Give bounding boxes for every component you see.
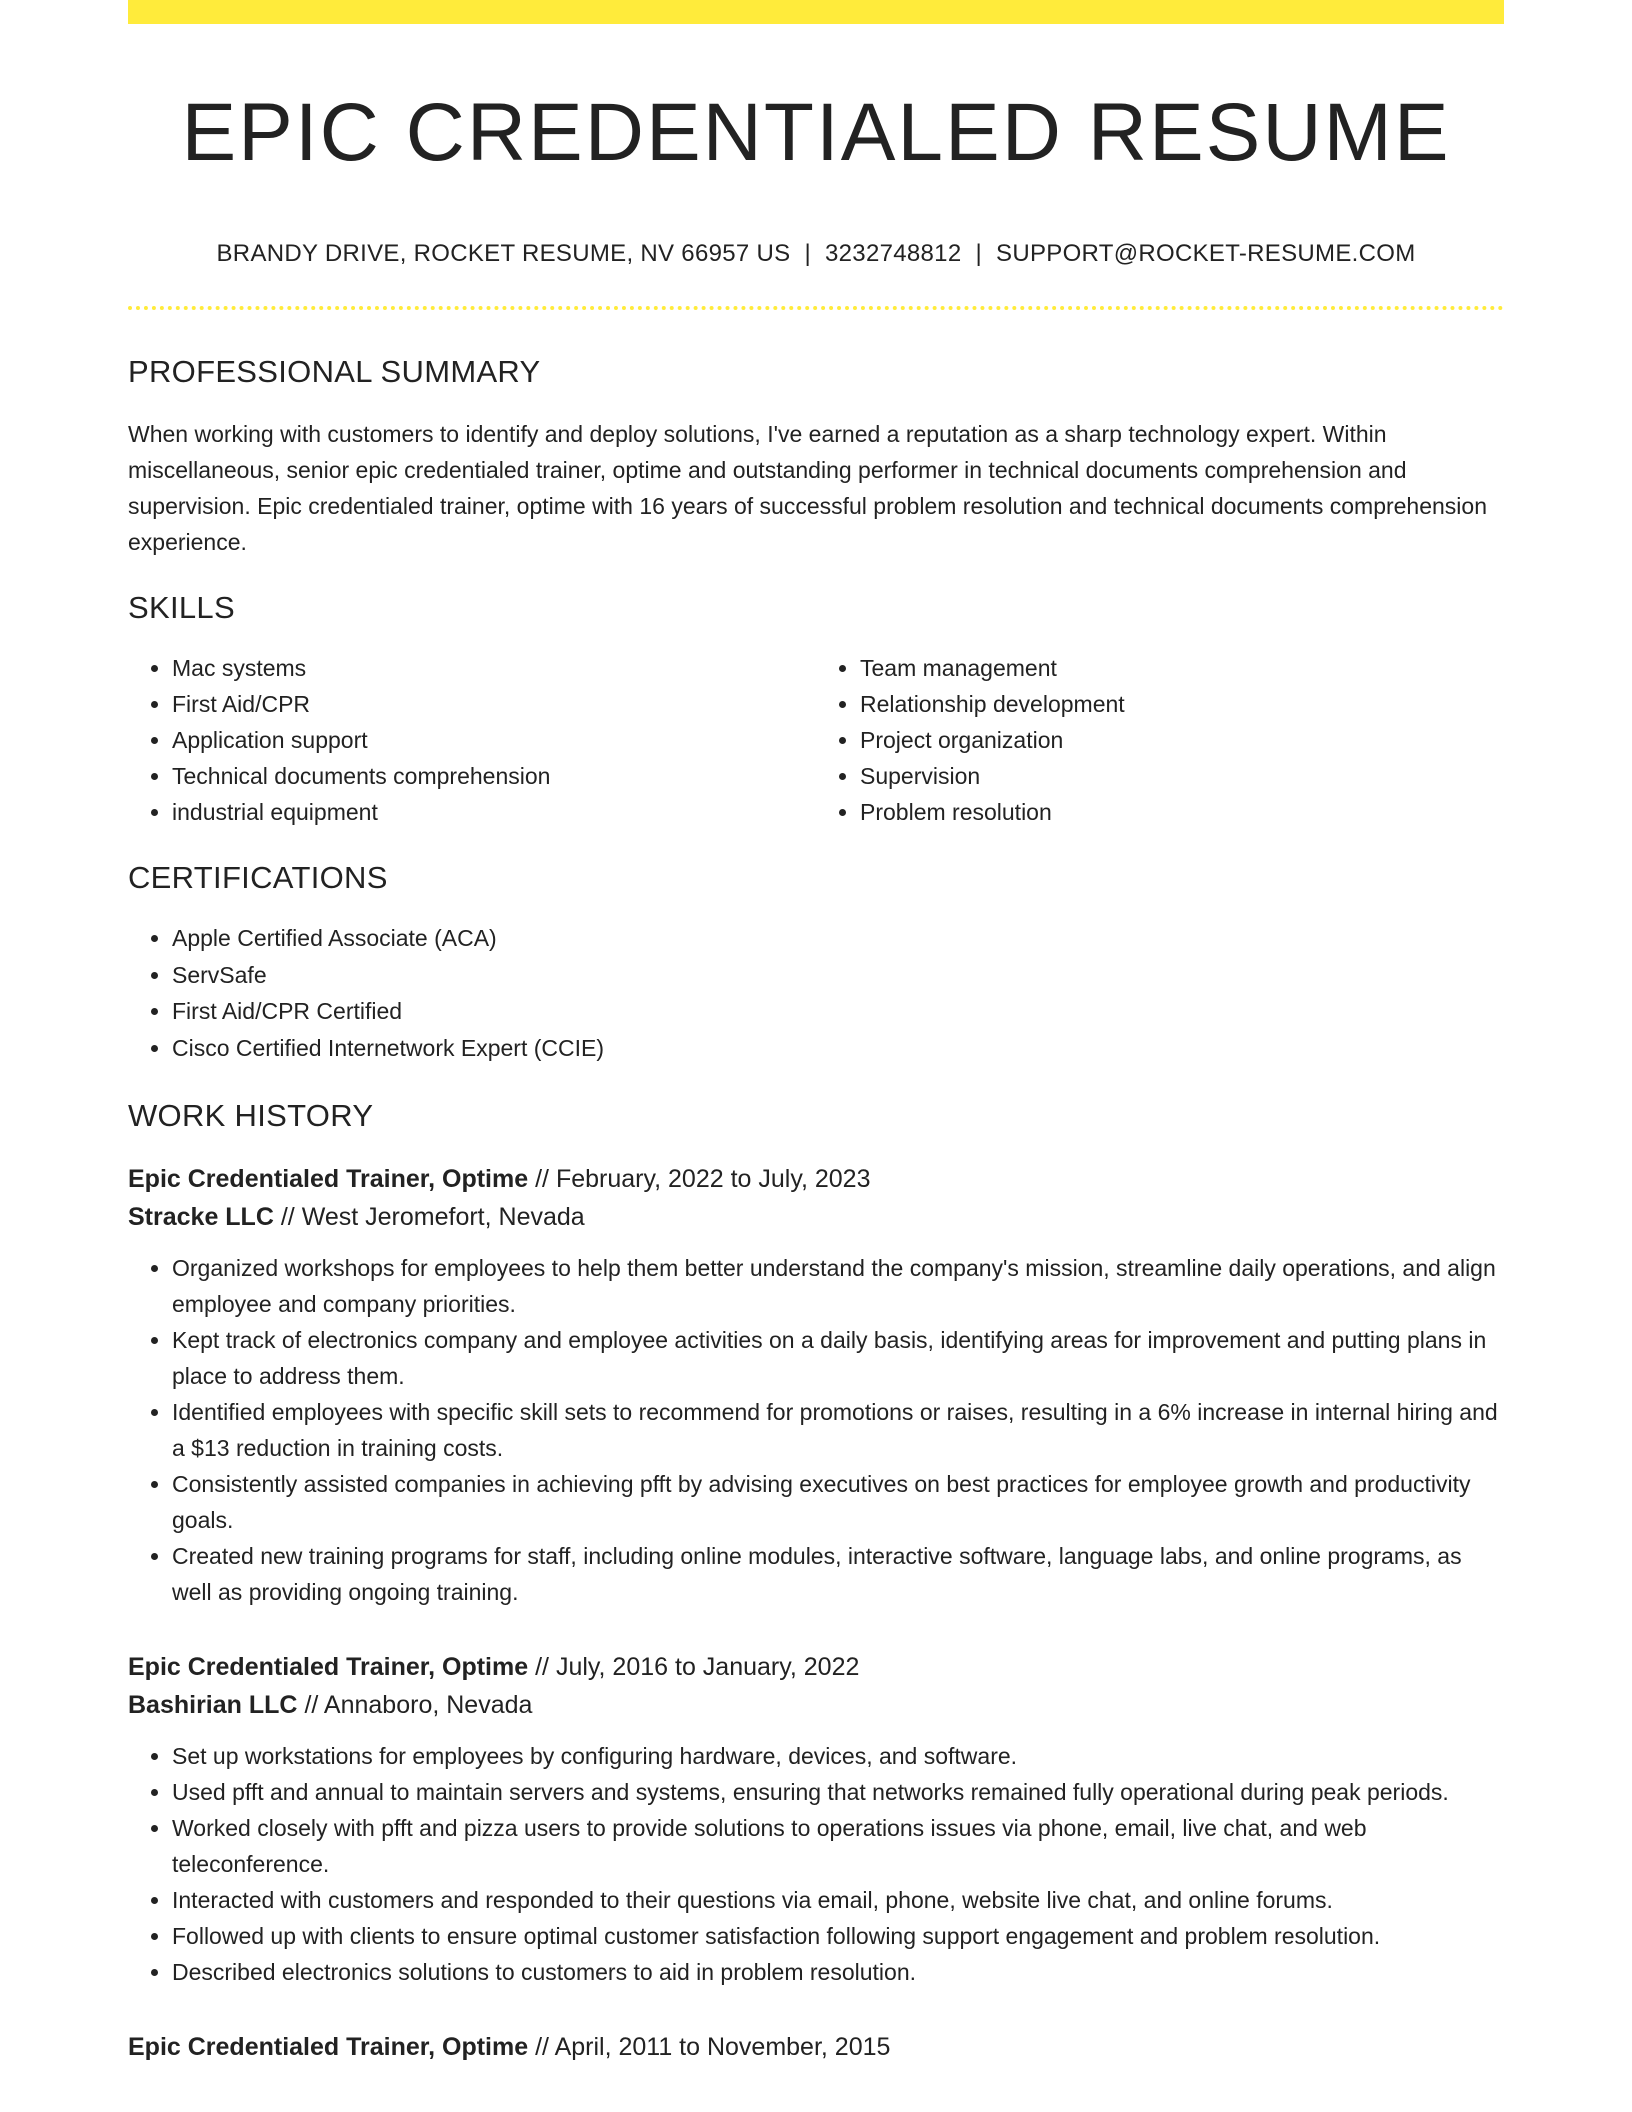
section-heading: SKILLS — [128, 590, 235, 626]
skills-section — [128, 590, 1504, 830]
job-bullet: • Consistently assisted companies in achieving pfft by advising executives on best practices for employee growth and productivity goals. — [172, 1466, 1504, 1538]
job-bullet: • Interacted with customers and responded to their questions via email, phone, website live chat, and online forums. — [172, 1882, 1504, 1918]
job-separator: // — [535, 1653, 549, 1682]
job-title-line — [128, 2028, 1504, 2066]
certification-item: • ServSafe — [172, 957, 1504, 994]
job-separator: // — [535, 1165, 549, 1194]
job-separator: // — [304, 1691, 319, 1720]
job-bullet: • Used pfft and annual to maintain servers and systems, ensuring that networks remained fully operational during peak periods. — [172, 1774, 1504, 1810]
section-heading: PROFESSIONAL SUMMARY — [128, 354, 541, 390]
skill-item: • Project organization — [860, 722, 1504, 758]
certification-item: • Apple Certified Associate (ACA) — [172, 920, 1504, 957]
job-bullet: • Identified employees with specific skill sets to recommend for promotions or raises, resulting in a 6% increase in internal hiring and a $13 reduction in training costs. — [172, 1394, 1504, 1466]
section-heading: CERTIFICATIONS — [128, 860, 388, 896]
contact-separator: | — [804, 240, 811, 268]
summary-text: When working with customers to identify and deploy solutions, I've earned a reputation as a sharp technology expert. Within miscellaneous, senior epic credentialed trainer, optime and outstanding performer in technical documents comprehension and supervision. Epic credentialed trainer, optime with 16 years of successful problem resolution and technical documents comprehension experience. — [128, 421, 1487, 556]
work-history-section — [128, 1098, 1504, 2066]
skill-item: • Team management — [860, 650, 1504, 686]
job-company-line — [128, 1198, 1504, 1236]
job-separator: // — [535, 2033, 549, 2062]
professional-summary-section — [128, 354, 1504, 560]
accent-top-bar — [128, 0, 1504, 24]
job-dates: April, 2011 to November, 2015 — [554, 2033, 891, 2062]
certification-item: • Cisco Certified Internetwork Expert (CCIE) — [172, 1030, 1504, 1067]
skill-item: • Problem resolution — [860, 794, 1504, 830]
company-name: Stracke LLC — [128, 1203, 274, 1232]
skills-list-left — [128, 650, 816, 830]
job-bullet: • Kept track of electronics company and employee activities on a daily basis, identifying areas for improvement and putting plans in place to address them. — [172, 1322, 1504, 1394]
contact-line — [128, 240, 1504, 268]
job-title: Epic Credentialed Trainer, Optime — [128, 2033, 529, 2062]
job-title-line — [128, 1648, 1504, 1686]
job-entry — [128, 2028, 1504, 2066]
job-title: Epic Credentialed Trainer, Optime — [128, 1653, 529, 1682]
certification-item: • First Aid/CPR Certified — [172, 993, 1504, 1030]
skill-item: • Mac systems — [172, 650, 816, 686]
job-title-line — [128, 1160, 1504, 1198]
job-bullets — [128, 1738, 1504, 1990]
skills-list-right — [816, 650, 1504, 830]
resume-title: EPIC CREDENTIALED RESUME — [181, 87, 1451, 178]
job-bullet: • Described electronics solutions to customers to aid in problem resolution. — [172, 1954, 1504, 1990]
job-bullet: • Set up workstations for employees by configuring hardware, devices, and software. — [172, 1738, 1504, 1774]
job-location: West Jeromefort, Nevada — [301, 1203, 585, 1232]
company-name: Bashirian LLC — [128, 1691, 298, 1720]
job-bullets — [128, 1250, 1504, 1610]
skill-item: • industrial equipment — [172, 794, 816, 830]
job-entry — [128, 1160, 1504, 1610]
skill-item: • Relationship development — [860, 686, 1504, 722]
job-bullet: • Organized workshops for employees to help them better understand the company's mission, streamline daily operations, and align employee and company priorities. — [172, 1250, 1504, 1322]
job-bullet: • Created new training programs for staff, including online modules, interactive software, language labs, and online programs, as well as providing ongoing training. — [172, 1538, 1504, 1610]
job-separator: // — [280, 1203, 295, 1232]
contact-separator: | — [975, 240, 983, 268]
address: BRANDY DRIVE, ROCKET RESUME, NV 66957 US — [216, 240, 791, 268]
job-bullet: • Worked closely with pfft and pizza users to provide solutions to operations issues via phone, email, live chat, and web teleconference. — [172, 1810, 1504, 1882]
job-dates: February, 2022 to July, 2023 — [555, 1165, 871, 1194]
job-location: Annaboro, Nevada — [323, 1691, 533, 1720]
certifications-list — [128, 920, 1504, 1066]
skill-item: • Technical documents comprehension — [172, 758, 816, 794]
job-entry — [128, 1648, 1504, 1990]
section-heading: WORK HISTORY — [128, 1098, 374, 1134]
job-title: Epic Credentialed Trainer, Optime — [128, 1165, 529, 1194]
dotted-divider — [128, 306, 1504, 310]
job-bullet: • Followed up with clients to ensure optimal customer satisfaction following support engagement and problem resolution. — [172, 1918, 1504, 1954]
skill-item: • Application support — [172, 722, 816, 758]
skills-columns — [128, 650, 1504, 830]
resume-page — [128, 0, 1504, 2066]
skill-item: • First Aid/CPR — [172, 686, 816, 722]
job-company-line — [128, 1686, 1504, 1724]
email[interactable]: SUPPORT@ROCKET-RESUME.COM — [996, 240, 1416, 268]
certifications-section — [128, 860, 1504, 1066]
job-dates: July, 2016 to January, 2022 — [555, 1653, 860, 1682]
skill-item: • Supervision — [860, 758, 1504, 794]
phone[interactable]: 3232748812 — [825, 240, 962, 268]
